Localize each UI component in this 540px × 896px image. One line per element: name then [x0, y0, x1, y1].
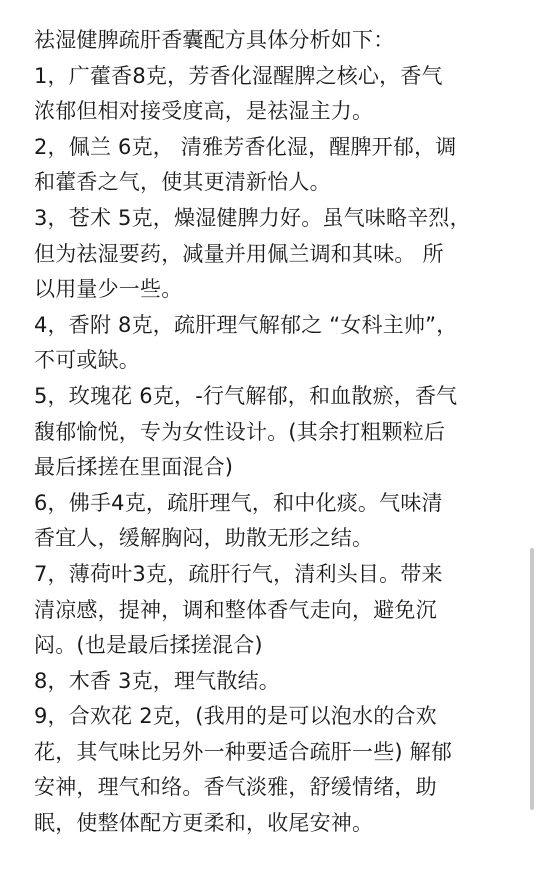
text-line: 最后揉搓在里面混合) — [34, 455, 234, 480]
text-line: 8，木香 3克，理气散结。 — [34, 668, 280, 693]
text-line: 闷。(也是最后揉搓混合) — [34, 633, 263, 658]
text-line: 但为祛湿要药，减量并用佩兰调和其味。 所 — [34, 241, 444, 266]
text-line: 安神，理气和络。香气淡雅，舒缓情绪，助 — [34, 775, 437, 800]
heading-line: 祛湿健脾疏肝香囊配方具体分析如下： — [34, 28, 395, 52]
text-line: 不可或缺。 — [34, 348, 140, 373]
text-line: 5，玫瑰花 6克，-行气解郁，和血散瘀，香气 — [34, 383, 458, 408]
text-line: 清凉感，提神，调和整体香气走向，避免沉 — [34, 597, 437, 622]
text-line: 3，苍术 5克，燥湿健脾力好。虽气味略辛烈， — [34, 205, 471, 230]
text-line: 9，合欢花 2克，(我用的是可以泡水的合欢 — [34, 704, 437, 729]
text-line: 7，薄荷叶3克，疏肝行气，清利头目。带来 — [34, 561, 443, 586]
document-body — [34, 23, 514, 842]
text-line: 和藿香之气，使其更清新怡人。 — [34, 170, 331, 195]
text-line: 香宜人，缓解胸闷，助散无形之结。 — [34, 526, 374, 551]
text-line: 以用量少一些。 — [34, 277, 183, 302]
text-line: 馥郁愉悦，专为女性设计。(其余打粗颗粒后 — [34, 419, 446, 444]
text-line: 4，香附 8克，疏肝理气解郁之 “女科主帅”， — [34, 312, 458, 337]
text-line: 眠，使整体配方更柔和，收尾安神。 — [34, 811, 374, 836]
text-line: 6，佛手4克，疏肝理气，和中化痰。气味清 — [34, 490, 443, 515]
text-line: 1，广藿香8克，芳香化湿醒脾之核心，香气 — [34, 63, 443, 88]
text-line: 花，其气味比另外一种要适合疏肝一些) 解郁 — [34, 739, 453, 764]
text-line: 浓郁但相对接受度高，是祛湿主力。 — [34, 99, 374, 124]
text-line: 2，佩兰 6克， 清雅芳香化湿，醒脾开郁，调 — [34, 134, 457, 159]
vertical-scrollbar[interactable] — [530, 548, 534, 810]
